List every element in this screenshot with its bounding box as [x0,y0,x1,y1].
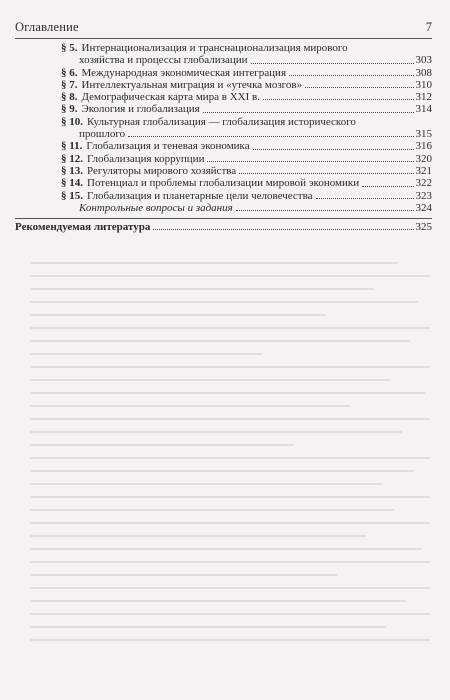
entry-page: 321 [415,164,432,177]
section-divider [15,218,432,219]
toc-entry-literature[interactable] [15,221,432,233]
header-rule [15,38,432,39]
entry-page: 320 [415,152,432,165]
leader-dots [316,198,414,199]
toc-entry[interactable] [61,42,432,67]
toc-entry[interactable] [61,190,432,202]
bleed-through-text [30,262,430,682]
leader-dots [289,75,413,76]
toc-entry[interactable] [61,153,432,165]
leader-dots [207,161,413,162]
section-number: § 9. [61,103,78,116]
entry-title: Глобализация и теневая экономика [86,140,250,153]
leader-dots [153,229,413,230]
leader-dots [251,63,414,64]
entry-title: Экология и глобализация [81,103,200,116]
toc-entry[interactable] [61,79,432,91]
table-of-contents [15,42,432,233]
section-number: § 14. [61,177,83,190]
entry-page: 316 [415,140,432,153]
leader-dots [253,149,414,150]
leader-dots [236,210,414,211]
leader-dots [128,136,413,137]
literature-page: 325 [415,221,432,234]
entry-page: 323 [415,189,432,202]
entry-title-cont: хозяйства и процессы глобализации [79,54,248,67]
leader-dots [203,112,414,113]
entry-title: Контрольные вопросы и задания [79,201,233,214]
entry-title-cont: прошлого [79,128,126,141]
toc-entry[interactable] [61,165,432,177]
running-title: Оглавление [15,20,79,34]
entry-page: 315 [415,128,432,141]
toc-entry[interactable] [61,67,432,79]
entry-page: 314 [415,103,432,116]
section-number: § 15. [61,189,83,202]
entry-title: Международная экономическая интеграция [81,66,287,79]
toc-entry[interactable] [61,103,432,115]
entry-page: 310 [415,78,432,91]
section-number: § 6. [61,66,78,79]
entry-title: Глобализация коррупции [87,152,205,165]
section-number: § 11. [61,140,83,153]
toc-entry[interactable] [61,140,432,152]
toc-entry[interactable] [61,91,432,103]
section-number: § 7. [61,78,78,91]
leader-dots [305,87,413,88]
section-number: § 10. [61,115,83,128]
section-number: § 12. [61,152,83,165]
toc-entry[interactable] [61,177,432,189]
entry-page: 324 [415,201,432,214]
entry-title: Интеллектуальная миграция и «утечка мозгов» [81,78,303,91]
entry-page: 308 [415,66,432,79]
section-number: § 8. [61,91,78,104]
toc-entry[interactable] [61,116,432,141]
entry-title: Регуляторы мирового хозяйства [87,164,237,177]
toc-entry-questions[interactable] [61,202,432,214]
leader-dots [263,99,414,100]
entry-title: Интернационализация и транснационализация мирового [81,42,348,54]
entry-page: 303 [415,54,432,67]
page-number: 7 [425,20,432,34]
entry-page: 312 [415,91,432,104]
literature-title: Рекомендуемая литература [15,221,151,234]
leader-dots [362,186,413,187]
running-header [15,20,432,35]
entry-title: Культурная глобализация — глобализация исторического [87,115,356,128]
leader-dots [239,173,413,174]
section-number: § 5. [61,42,78,54]
entry-title: Демографическая карта мира в XXI в. [81,91,260,104]
entry-title: Глобализация и планетарные цели человечества [87,189,313,202]
entry-page: 322 [415,177,432,190]
entry-title: Потенциал и проблемы глобализации мировой экономики [87,177,360,190]
section-number: § 13. [61,164,83,177]
